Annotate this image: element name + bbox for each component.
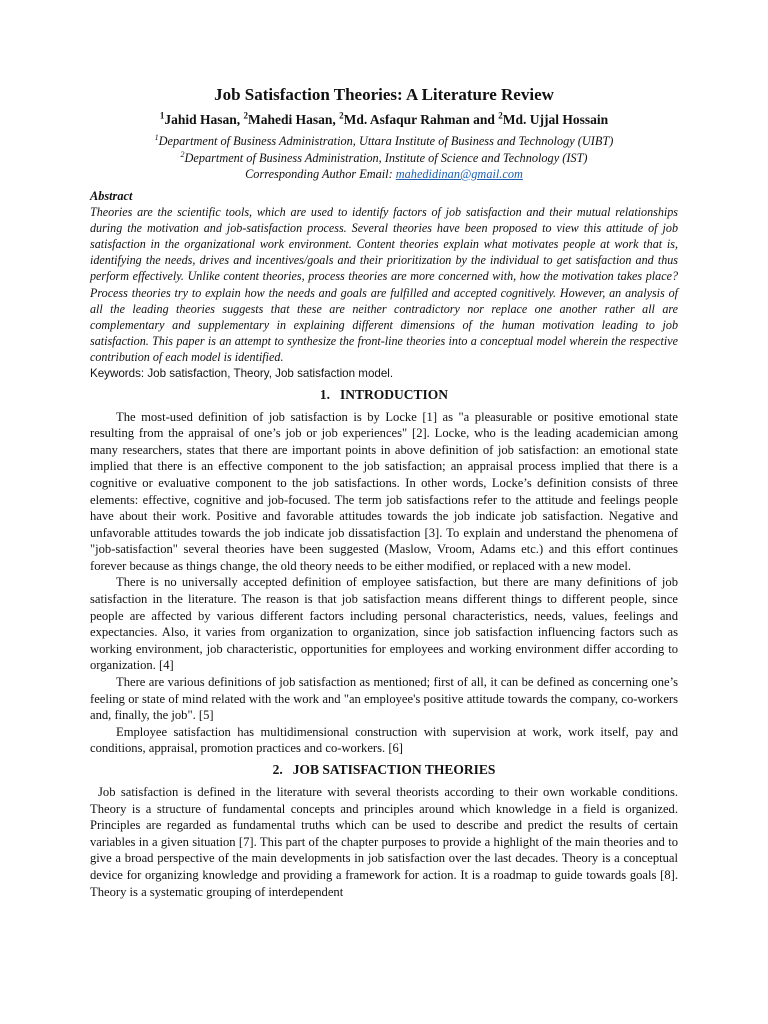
author-sup: 1 [159, 110, 165, 121]
section-number: 1. [319, 386, 331, 402]
author-name: Mahedi Hasan, [247, 112, 340, 127]
paragraph: There are various definitions of job satisfaction as mentioned; first of all, it can be defined as concerning one’s feeling or state of mind related with the work and "an employee's positive attitude towards the company, co-workers and, finally, the job". [5] [90, 675, 678, 723]
author-name: Md. Ujjal Hossain [502, 112, 609, 127]
author-sup: 2 [339, 110, 344, 121]
affiliation-sup: 2 [180, 149, 185, 159]
keywords: Keywords: Job satisfaction, Theory, Job satisfaction model. [90, 366, 394, 380]
section-heading-theories [90, 761, 678, 778]
affiliation-1 [90, 133, 678, 150]
section-title: JOB SATISFACTION THEORIES [292, 762, 496, 777]
paragraph: The most-used definition of job satisfaction is by Locke [1] as "a pleasurable or positive emotional state resulting from the appraisal of one’s job or job experiences" [2]. Locke, who is the leading academician among many researchers, states that there are important points in above definition of job satisfaction: an emotional state implied that there is an effective component to the job satisfaction; an appraisal process implied that there is a cognitive or evaluative component to the job satisfactions. In other words, Locke’s definition consists of three elements: effective, cognitive and job-focused. The term job satisfactions refer to the attitude and feelings people have about their work. Positive and favorable attitudes towards the job indicate job satisfaction. Negative and unfavorable attitudes towards the job indicate job dissatisfaction [3]. To explain and understand the phenomena of "job-satisfaction" several theories have been suggested (Maslow, Vroom, Adams etc.) and this effort continues forever because as things change, the old theory needs to be either modified, or replaced with a new model. [90, 409, 678, 573]
author-sup: 2 [498, 110, 503, 121]
corresponding-author [90, 166, 678, 183]
affiliation-2 [90, 150, 678, 167]
author-name: Md. Asfaqur Rahman and [343, 112, 499, 127]
paragraph: Job satisfaction is defined in the literature with several theorists according to their own workable conditions. Theory is a structure of fundamental concepts and principles around which knowledge in a field is organized. Principles are regarded as fundamental truths which can be used to describe and predict the results of certain variables in a given situation [7]. This part of the chapter purposes to provide a highlight of the main theories and to give a broad perspective of the main developments in job satisfaction over the last decades. Theory is a conceptual device for organizing knowledge and providing a framework for action. It is a roadmap to guide towards goals [8]. Theory is a systematic grouping of interdependent [90, 785, 678, 899]
affiliation-text: Department of Business Administration, Institute of Science and Technology (IST) [184, 150, 588, 165]
affiliation-text: Department of Business Administration, Uttara Institute of Business and Technology (UIBT) [158, 134, 614, 148]
paper-title: Job Satisfaction Theories: A Literature Review [214, 85, 554, 104]
email-link[interactable]: mahedidinan@gmail.com [395, 167, 523, 181]
author-sup: 2 [243, 110, 248, 121]
author-list [90, 111, 678, 129]
paragraph: There is no universally accepted definition of employee satisfaction, but there are many definitions of job satisfaction in the literature. The reason is that job satisfaction means different things to different people, since people are affected by various different factors including personal characteristics, needs, values, feelings and expectancies. Also, it varies from organization to organization, since job satisfaction influencing factors such as working environment, job characteristic, opportunities for employees and working environment differ according to organization. [4] [90, 575, 678, 673]
author-name: Jahid Hasan, [164, 112, 244, 127]
section-title: INTRODUCTION [340, 386, 449, 402]
affiliation-sup: 1 [154, 132, 159, 142]
paragraph: Employee satisfaction has multidimensional construction with supervision at work, work itself, pay and conditions, appraisal, promotion practices and co-workers. [6] [90, 724, 678, 756]
section-heading-introduction [90, 386, 678, 403]
corresponding-label: Corresponding Author Email: [245, 167, 396, 181]
section-number: 2. [272, 762, 283, 777]
abstract-text: Theories are the scientific tools, which are used to identify factors of job satisfaction and their mutual relationships during the motivation and job-satisfaction process. Several theories have been proposed to view this attitude of job satisfaction in the organizational work environment. Content theories explain what motivates people at work that is, identifying the needs, drives and incentives/goals and their prioritization by the individual to get satisfaction and thus perform effectively. Unlike content theories, process theories are more concerned with, how the motivation takes place? Process theories try to explain how the needs and goals are fulfilled and accepted cognitively. However, an analysis of all the leading theories suggests that these are neither contradictory nor replace one another rather all are complementary and supplementary in explaining different dimensions of the human motivation leading to job satisfaction. This paper is an attempt to synthesize the front-line theories into a conceptual model wherein the respective contribution of each model is identified. [90, 204, 678, 365]
abstract-heading: Abstract [90, 188, 133, 203]
